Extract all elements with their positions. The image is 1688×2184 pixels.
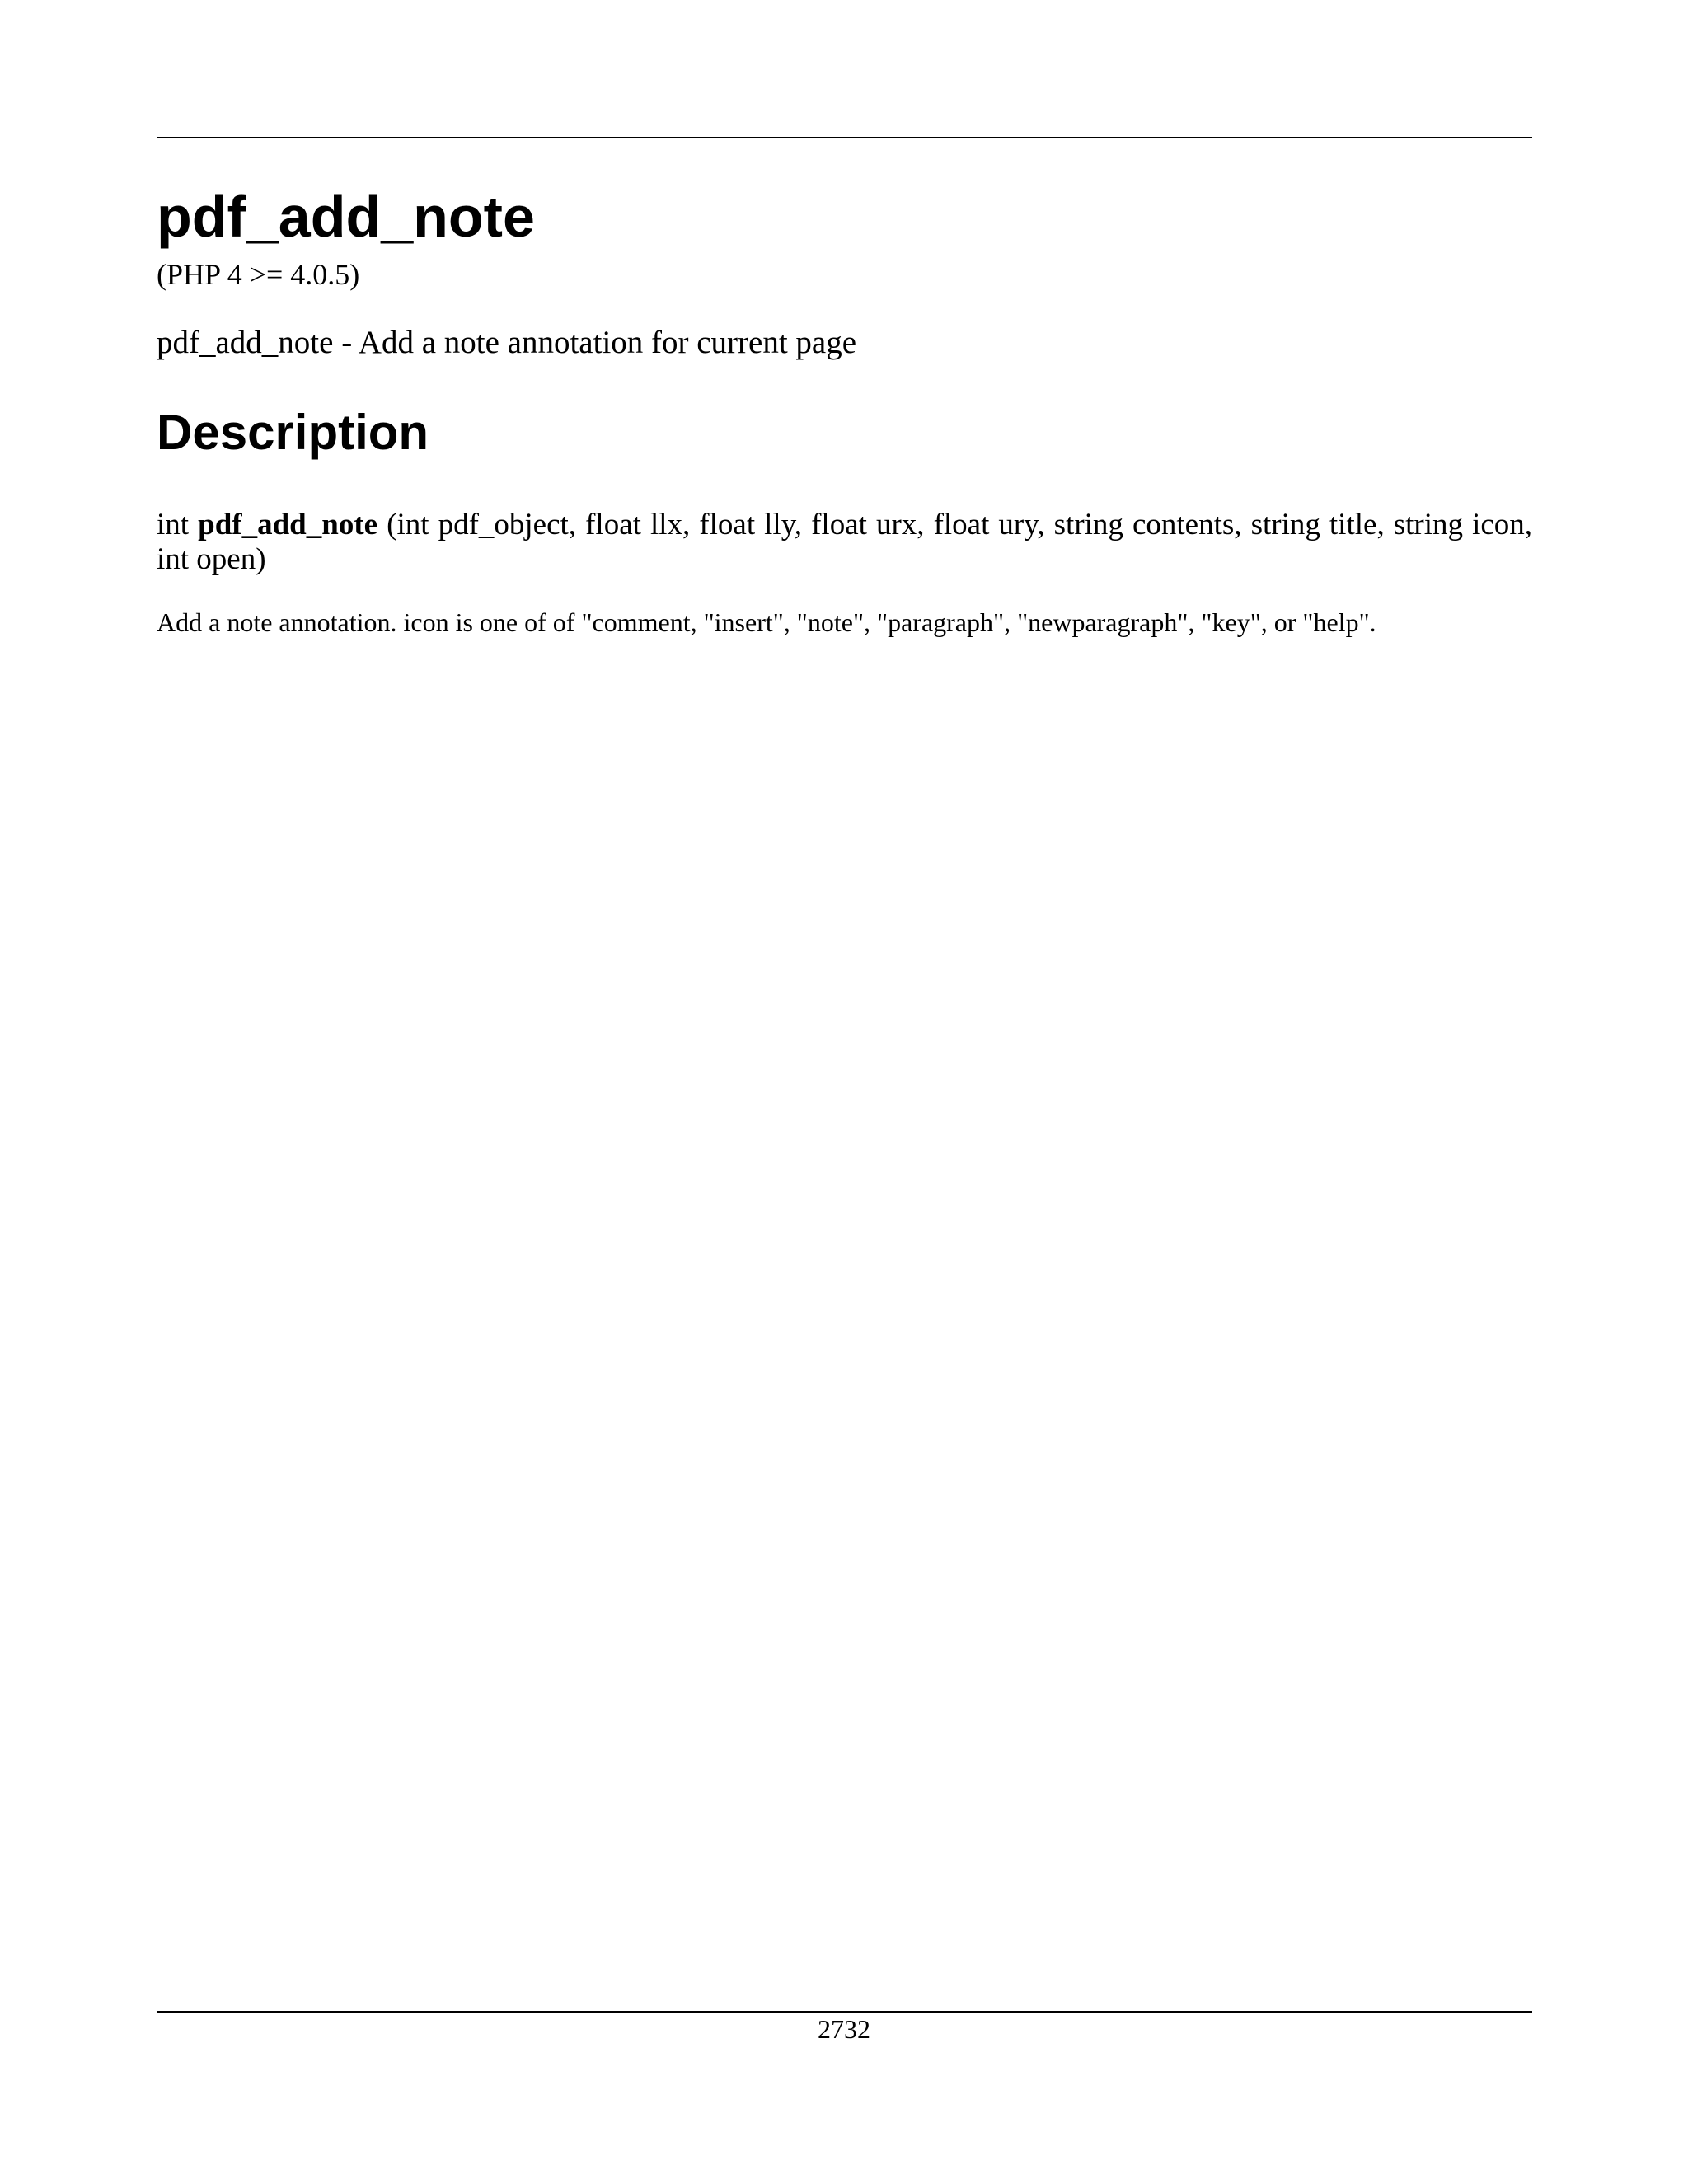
description-heading: Description [157,405,429,460]
header-rule [157,137,1532,138]
page-number: 2732 [818,2014,870,2044]
description-text: Add a note annotation. icon is one of of "comment, "insert", "note", "paragraph", "newparagraph", "key", or "help". [157,607,1376,637]
page-title: pdf_add_note [157,185,535,249]
refname-purpose: pdf_add_note - Add a note annotation for current page [157,325,857,360]
version-info: (PHP 4 >= 4.0.5) [157,258,360,291]
footer-rule [157,2011,1532,2013]
return-type: int [157,508,190,541]
function-parameters: (int pdf_object, float llx, float lly, float urx, float ury, string contents, string title, string icon, int open) [157,508,1533,576]
function-name: pdf_add_note [198,508,378,541]
function-synopsis [157,508,1532,577]
